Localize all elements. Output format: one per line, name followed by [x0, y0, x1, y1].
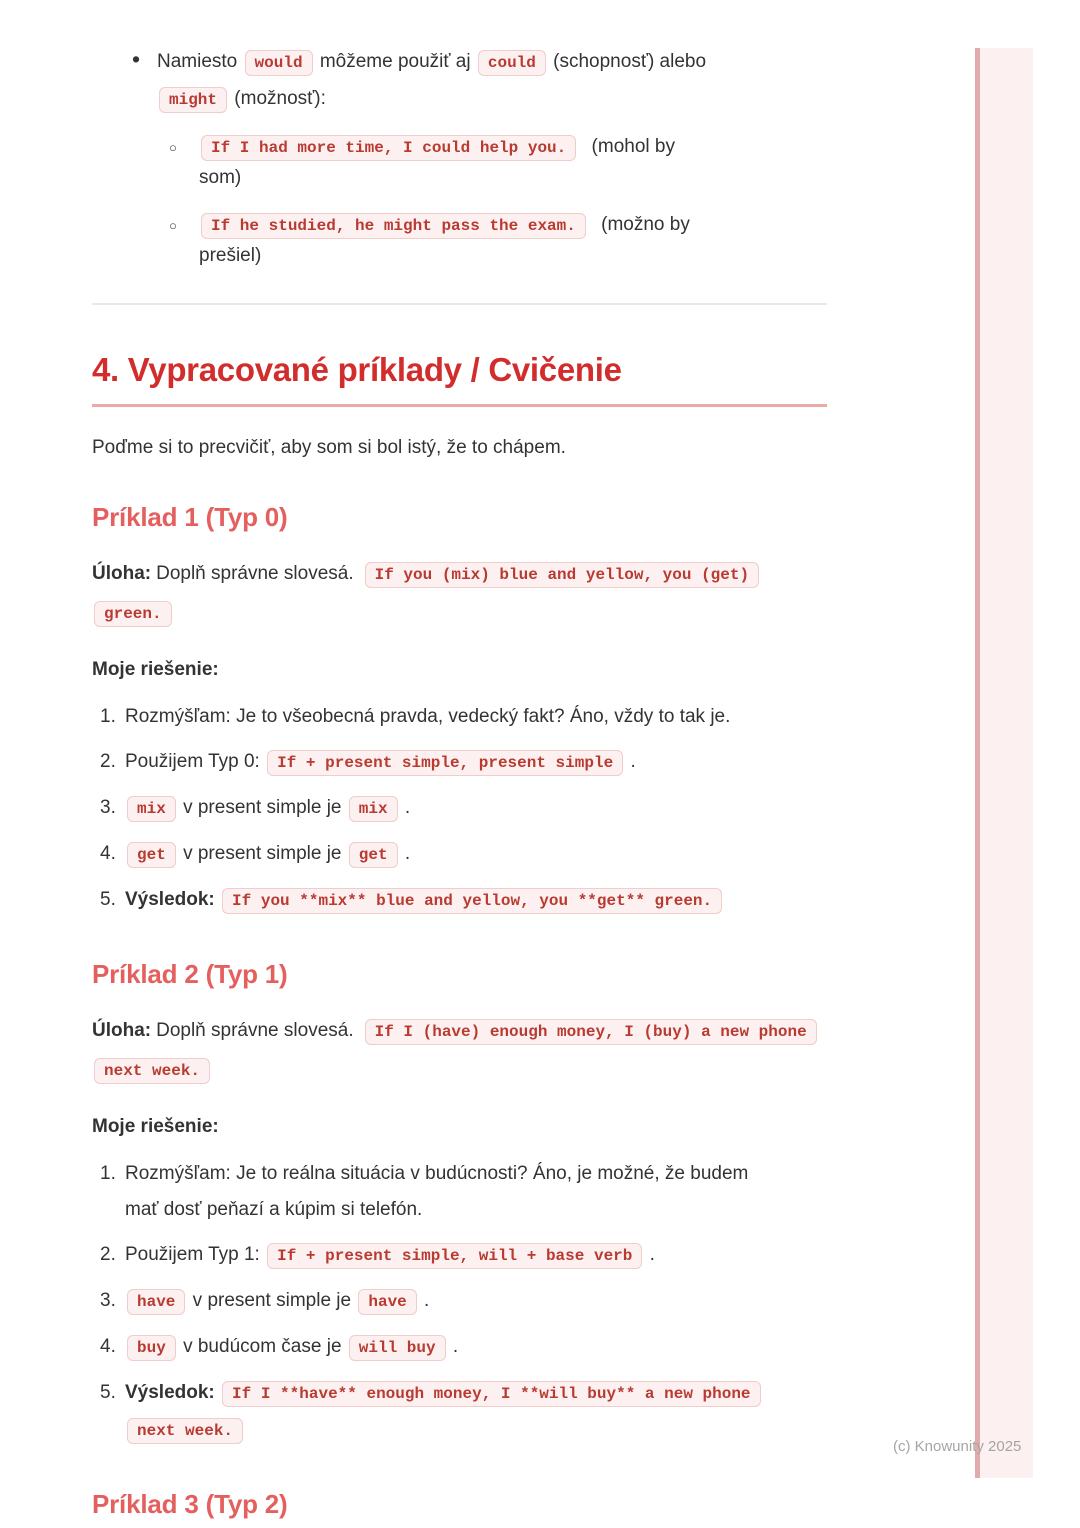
solution-step	[100, 1329, 760, 1366]
example-1-heading: Príklad 1 (Typ 0)	[92, 502, 288, 532]
example-3-heading: Príklad 3 (Typ 2)	[92, 1489, 288, 1519]
solution-step	[100, 1156, 760, 1228]
example-2-block	[92, 959, 827, 1449]
step-text: v budúcom čase je	[177, 1336, 347, 1357]
step-text: Namiesto	[157, 51, 243, 72]
translation-note: (možno by prešiel)	[199, 214, 690, 266]
document-content	[92, 44, 827, 1520]
step-number: 3.	[100, 797, 116, 818]
solution-step	[100, 882, 760, 919]
solution-label: Moje riešenie:	[92, 1116, 219, 1137]
step-label: Výsledok:	[125, 889, 221, 910]
bullet-item	[92, 44, 707, 271]
task-text: Doplň správne slovesá.	[156, 1020, 354, 1041]
step-text: v present simple je	[177, 843, 347, 864]
task-line	[92, 1012, 827, 1090]
inline-code: would	[245, 50, 313, 76]
inline-code: have	[127, 1289, 185, 1315]
step-text: Použijem Typ 1:	[125, 1244, 266, 1265]
solution-step	[100, 1283, 760, 1320]
example-3-block	[92, 1489, 827, 1520]
task-line	[92, 555, 827, 633]
inline-code: get	[127, 842, 176, 868]
inline-code: If + present simple, present simple	[267, 750, 623, 776]
step-number: 2.	[100, 1244, 116, 1265]
inline-code: mix	[127, 796, 176, 822]
section-divider	[92, 303, 827, 305]
section-heading: 4. Vypracované príklady / Cvičenie	[92, 351, 827, 407]
task-code: If I (have) enough money, I (buy) a new phone next week.	[94, 1019, 817, 1084]
sub-bullet-item	[169, 210, 707, 271]
solution-label: Moje riešenie:	[92, 659, 219, 680]
inline-code: If + present simple, will + base verb	[267, 1243, 642, 1269]
inline-code: could	[478, 50, 546, 76]
inline-code: have	[358, 1289, 416, 1315]
sub-bullet-list	[169, 132, 707, 271]
step-text: (možnosť):	[229, 88, 326, 109]
inline-code: If you **mix** blue and yellow, you **get** green.	[222, 888, 722, 914]
inline-code: will buy	[349, 1335, 446, 1361]
sub-bullet-item	[169, 132, 707, 193]
task-code: If you (mix) blue and yellow, you (get) green.	[94, 562, 759, 627]
step-text: Rozmýšľam: Je to reálna situácia v budúcnosti? Áno, je možné, že budem mať dosť peňazí a kúpim si telefón.	[125, 1163, 749, 1220]
step-text: .	[644, 1244, 655, 1265]
inline-code: If I had more time, I could help you.	[201, 135, 576, 161]
notes-bullet-list	[92, 44, 707, 271]
example-1-block	[92, 502, 827, 919]
inline-code: mix	[349, 796, 398, 822]
step-label: Výsledok:	[125, 1382, 221, 1403]
task-label: Úloha:	[92, 563, 152, 584]
copyright-footer: (c) Knowunity 2025	[893, 1438, 1022, 1455]
step-number: 2.	[100, 751, 116, 772]
inline-code: get	[349, 842, 398, 868]
solution-steps	[92, 1156, 760, 1449]
step-text: .	[399, 797, 411, 818]
inline-code: If I **have** enough money, I **will buy** a new phone next week.	[127, 1381, 761, 1444]
solution-step	[100, 790, 760, 827]
step-number: 5.	[100, 889, 116, 910]
step-text: Rozmýšľam: Je to všeobecná pravda, vedecký fakt? Áno, vždy to tak je.	[125, 706, 731, 727]
step-text: .	[447, 1336, 459, 1357]
step-text: .	[399, 843, 411, 864]
inline-code: If he studied, he might pass the exam.	[201, 213, 586, 239]
task-label: Úloha:	[92, 1020, 152, 1041]
inline-code: might	[159, 87, 227, 113]
step-text: (schopnosť) alebo	[547, 51, 707, 72]
solution-step	[100, 744, 760, 781]
solution-step	[100, 836, 760, 873]
task-text: Doplň správne slovesá.	[156, 563, 354, 584]
step-number: 1.	[100, 706, 116, 727]
solution-step	[100, 1237, 760, 1274]
step-number: 1.	[100, 1163, 116, 1184]
step-number: 4.	[100, 1336, 116, 1357]
step-text: .	[625, 751, 636, 772]
solution-step	[100, 699, 760, 735]
step-number: 3.	[100, 1290, 116, 1311]
section-intro: Poďme si to precvičiť, aby som si bol istý, že to chápem.	[92, 437, 566, 458]
step-number: 5.	[100, 1382, 116, 1403]
step-text: v present simple je	[177, 797, 347, 818]
translation-note: (mohol by som)	[199, 136, 675, 188]
step-text: v present simple je	[187, 1290, 357, 1311]
solution-steps	[92, 699, 760, 919]
step-text: môžeme použiť aj	[314, 51, 476, 72]
example-2-heading: Príklad 2 (Typ 1)	[92, 959, 288, 989]
step-number: 4.	[100, 843, 116, 864]
solution-step	[100, 1375, 760, 1449]
step-text: Použijem Typ 0:	[125, 751, 266, 772]
bullet-text	[157, 51, 706, 109]
step-text: .	[418, 1290, 430, 1311]
inline-code: buy	[127, 1335, 176, 1361]
page-margin-stripe	[975, 48, 1033, 1478]
